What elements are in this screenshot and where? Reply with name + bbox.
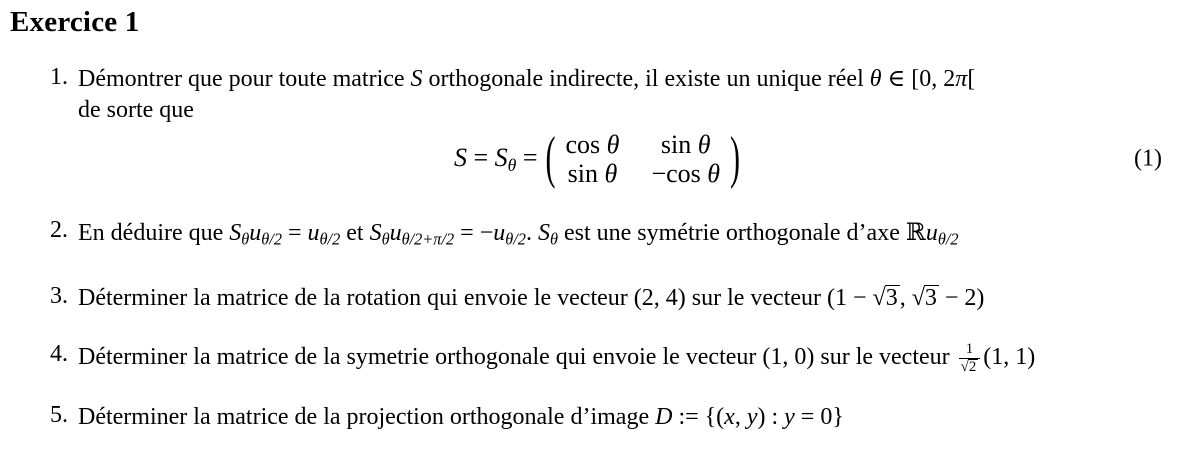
equation-body [453, 125, 741, 191]
matrix-left-paren: ( [545, 125, 556, 191]
matrix-cell-12: sin θ [660, 129, 711, 159]
item-3-line: Déterminer la matrice de la rotation qui envoie le vecteur (2, 4) sur le vecteur (1 − √3, √3 − 2) [78, 285, 985, 311]
display-equation [0, 124, 1194, 194]
item-text [78, 402, 844, 433]
item-5-line: Déterminer la matrice de la projection orthogonale d’image D := {(x, y) : y = 0} [78, 404, 844, 430]
item-number: 4. [50, 341, 68, 367]
item-text [78, 283, 984, 314]
matrix-cell-11: cos θ [565, 129, 620, 159]
item-number: 5. [50, 402, 68, 428]
exercise-item-3 [50, 283, 984, 314]
matrix [565, 130, 720, 188]
exercise-item-4 [50, 341, 1035, 376]
item-1-line-1: Démontrer que pour toute matrice S orthogonale indirecte, il existe un unique réel θ ∈ [0, 2π[ [78, 66, 976, 92]
matrix-right-paren: ) [730, 125, 741, 191]
matrix-cell-22: −cos θ [651, 159, 721, 188]
exercise-item-2 [50, 217, 959, 250]
item-number: 1. [50, 64, 68, 90]
exercise-item-1 [50, 64, 975, 126]
item-text [78, 341, 1035, 376]
exercise-title: Exercice 1 [10, 6, 140, 38]
item-4-line: Déterminer la matrice de la symetrie orthogonale qui envoie le vecteur (1, 0) sur le vecteur $\frac{1}{√2}$ (1, 1) [78, 341, 1036, 376]
matrix-cell-21: sin θ [567, 159, 618, 188]
item-number: 2. [50, 217, 68, 243]
item-text [78, 217, 959, 250]
item-1-line-2: de sorte que [78, 96, 194, 123]
equation-number: (1) [1134, 145, 1162, 172]
exercise-item-5 [50, 402, 844, 433]
item-number: 3. [50, 283, 68, 309]
item-text [78, 64, 975, 126]
equation-lhs: S = Sθ = [453, 142, 538, 175]
item-2-line: En déduire que Sθuθ/2 = uθ/2 et Sθuθ/2+π/2 = −uθ/2. Sθ est une symétrie orthogonale d’axe ℝuθ/2 [78, 218, 959, 249]
